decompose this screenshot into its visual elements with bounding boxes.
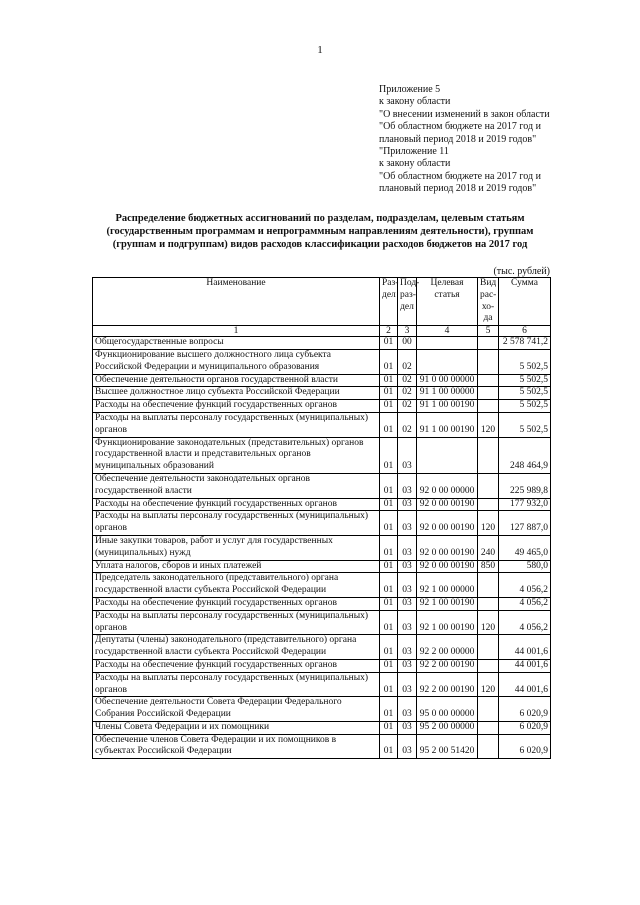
table-row	[93, 535, 551, 560]
cell-vid: 120	[478, 511, 499, 536]
cell-article: 95 2 00 00000	[417, 721, 478, 734]
table-row	[93, 511, 551, 536]
appendix-line: плановый период 2018 и 2019 годов"	[379, 133, 537, 145]
page-number: 1	[317, 44, 323, 56]
header-razdel-line: дел	[382, 289, 396, 300]
cell-vid	[478, 659, 499, 672]
header-name: Наименование	[93, 278, 380, 326]
cell-razdel: 01	[380, 437, 398, 473]
cell-podrazdel: 03	[398, 473, 417, 498]
header-podrazdel	[398, 278, 420, 326]
cell-vid	[478, 337, 499, 350]
title-line: Распределение бюджетных ассигнований по разделам, подразделам, целевым статьям	[115, 213, 525, 224]
header-podrazdel-line: раз-	[400, 289, 416, 300]
header-vid-line: Вид	[480, 278, 497, 288]
cell-razdel: 01	[380, 511, 398, 536]
appendix-line: "О внесении изменений в закон области	[379, 108, 550, 120]
table-row	[93, 437, 551, 473]
cell-article: 92 0 00 00190	[417, 560, 478, 573]
table-row	[93, 412, 551, 437]
table-row	[93, 560, 551, 573]
appendix-line: плановый период 2018 и 2019 годов"	[379, 183, 537, 195]
cell-name: Уплата налогов, сборов и иных платежей	[93, 560, 380, 573]
cell-vid	[478, 349, 499, 374]
table-row	[93, 734, 551, 759]
cell-sum: 248 464,9	[499, 437, 551, 473]
cell-article: 92 0 00 00190	[417, 511, 478, 536]
cell-podrazdel: 03	[398, 635, 417, 660]
cell-podrazdel: 00	[398, 337, 417, 350]
cell-podrazdel: 03	[398, 734, 417, 759]
cell-sum: 4 056,2	[499, 597, 551, 610]
title-line: (государственным программам и непрограммным направлениям деятельности), группам	[106, 226, 534, 237]
cell-sum: 44 001,6	[499, 635, 551, 660]
cell-sum: 127 887,0	[499, 511, 551, 536]
cell-vid: 240	[478, 535, 499, 560]
appendix-line: "Приложение 11	[379, 146, 449, 158]
cell-name: Обеспечение деятельности законодательных органов государственной власти	[93, 473, 380, 498]
header-vid	[478, 278, 499, 326]
cell-article: 95 0 00 00000	[417, 697, 478, 722]
header-article-line: статья	[434, 289, 460, 300]
cell-sum: 2 578 741,2	[499, 337, 551, 350]
column-number: 1	[93, 326, 380, 337]
cell-sum: 44 001,6	[499, 659, 551, 672]
cell-vid	[478, 400, 499, 413]
appendix-line: "Об областном бюджете на 2017 год и	[379, 170, 541, 182]
column-number: 4	[417, 326, 478, 337]
cell-razdel: 01	[380, 721, 398, 734]
column-numbers-row	[93, 326, 551, 337]
cell-vid	[478, 387, 499, 400]
cell-razdel: 01	[380, 697, 398, 722]
cell-sum: 44 001,6	[499, 672, 551, 697]
cell-name: Расходы на обеспечение функций государственных органов	[93, 597, 380, 610]
table-row	[93, 498, 551, 511]
cell-vid: 120	[478, 672, 499, 697]
cell-razdel: 01	[380, 597, 398, 610]
table-row	[93, 337, 551, 350]
table-row	[93, 387, 551, 400]
table-row	[93, 635, 551, 660]
cell-name: Функционирование высшего должностного лица субъекта Российской Федерации и муниципального образования	[93, 349, 380, 374]
cell-podrazdel: 03	[398, 535, 417, 560]
cell-name: Расходы на выплаты персоналу государственных (муниципальных) органов	[93, 610, 380, 635]
cell-name: Расходы на выплаты персоналу государственных (муниципальных) органов	[93, 511, 380, 536]
cell-podrazdel: 02	[398, 374, 417, 387]
cell-article	[417, 437, 478, 473]
table-row	[93, 721, 551, 734]
cell-article: 91 1 00 00190	[417, 412, 478, 437]
cell-podrazdel: 02	[398, 412, 417, 437]
cell-vid	[478, 597, 499, 610]
header-vid-line: да	[483, 313, 493, 324]
cell-article: 92 0 00 00190	[417, 535, 478, 560]
appendix-block	[379, 84, 629, 196]
cell-article: 91 0 00 00000	[417, 374, 478, 387]
cell-sum: 580,0	[499, 560, 551, 573]
cell-name: Расходы на обеспечение функций государственных органов	[93, 659, 380, 672]
cell-sum: 4 056,2	[499, 573, 551, 598]
cell-sum: 5 502,5	[499, 387, 551, 400]
cell-podrazdel: 03	[398, 560, 417, 573]
cell-name: Иные закупки товаров, работ и услуг для государственных (муниципальных) нужд	[93, 535, 380, 560]
appendix-line: "Об областном бюджете на 2017 год и	[379, 121, 541, 133]
header-podrazdel-line: Под-	[400, 278, 420, 288]
cell-vid	[478, 573, 499, 598]
table-row	[93, 400, 551, 413]
header-razdel-line: Раз-	[382, 278, 399, 288]
cell-razdel: 01	[380, 473, 398, 498]
cell-vid	[478, 697, 499, 722]
cell-podrazdel: 03	[398, 659, 417, 672]
cell-razdel: 01	[380, 573, 398, 598]
cell-razdel: 01	[380, 672, 398, 697]
cell-podrazdel: 02	[398, 400, 417, 413]
cell-podrazdel: 02	[398, 349, 417, 374]
cell-name: Обеспечение деятельности органов государственной власти	[93, 374, 380, 387]
cell-vid	[478, 635, 499, 660]
table-row	[93, 349, 551, 374]
cell-sum: 6 020,9	[499, 734, 551, 759]
header-vid-line: рас-	[480, 289, 497, 300]
cell-podrazdel: 03	[398, 721, 417, 734]
appendix-line: к закону области	[379, 96, 451, 108]
cell-article: 92 0 00 00190	[417, 498, 478, 511]
appendix-line: к закону области	[379, 158, 451, 170]
table-header	[93, 278, 551, 337]
cell-vid	[478, 721, 499, 734]
cell-sum: 4 056,2	[499, 610, 551, 635]
cell-article: 92 0 00 00000	[417, 473, 478, 498]
cell-name: Депутаты (члены) законодательного (представительного) органа государственной власти субъекта Российской Федерации	[93, 635, 380, 660]
cell-sum: 6 020,9	[499, 697, 551, 722]
cell-article	[417, 349, 478, 374]
cell-vid: 850	[478, 560, 499, 573]
cell-vid	[478, 437, 499, 473]
cell-podrazdel: 03	[398, 511, 417, 536]
cell-article: 91 1 00 00190	[417, 400, 478, 413]
cell-sum: 5 502,5	[499, 374, 551, 387]
table-row	[93, 374, 551, 387]
cell-name: Председатель законодательного (представительного) органа государственной власти субъекта Российской Федерации	[93, 573, 380, 598]
cell-podrazdel: 03	[398, 498, 417, 511]
header-article	[417, 278, 478, 326]
document-title	[90, 212, 550, 251]
cell-sum: 6 020,9	[499, 721, 551, 734]
table-row	[93, 473, 551, 498]
cell-razdel: 01	[380, 560, 398, 573]
cell-article: 92 2 00 00000	[417, 635, 478, 660]
cell-vid	[478, 734, 499, 759]
header-podrazdel-line: дел	[400, 301, 414, 312]
cell-article: 92 2 00 00190	[417, 672, 478, 697]
cell-razdel: 01	[380, 635, 398, 660]
cell-razdel: 01	[380, 337, 398, 350]
cell-vid	[478, 498, 499, 511]
cell-sum: 49 465,0	[499, 535, 551, 560]
cell-sum: 5 502,5	[499, 349, 551, 374]
cell-article: 92 1 00 00190	[417, 610, 478, 635]
cell-razdel: 01	[380, 400, 398, 413]
appendix-line: Приложение 5	[379, 84, 441, 95]
cell-podrazdel: 03	[398, 437, 417, 473]
units-label: (тыс. рублей)	[493, 266, 550, 277]
cell-podrazdel: 02	[398, 387, 417, 400]
table-row	[93, 610, 551, 635]
header-razdel	[380, 278, 398, 326]
cell-podrazdel: 03	[398, 672, 417, 697]
cell-razdel: 01	[380, 387, 398, 400]
cell-article: 92 1 00 00190	[417, 597, 478, 610]
cell-vid: 120	[478, 610, 499, 635]
table-row	[93, 573, 551, 598]
cell-sum: 177 932,0	[499, 498, 551, 511]
cell-vid: 120	[478, 412, 499, 437]
cell-podrazdel: 03	[398, 573, 417, 598]
column-number: 6	[499, 326, 551, 337]
cell-name: Функционирование законодательных (представительных) органов государственной власти и представительных органов муниципальных образований	[93, 437, 380, 473]
budget-table	[92, 277, 551, 759]
cell-name: Общегосударственные вопросы	[93, 337, 380, 350]
cell-name: Расходы на выплаты персоналу государственных (муниципальных) органов	[93, 672, 380, 697]
cell-razdel: 01	[380, 659, 398, 672]
title-line: (группам и подгруппам) видов расходов классификации расходов бюджетов на 2017 год	[112, 239, 528, 250]
cell-name: Расходы на обеспечение функций государственных органов	[93, 400, 380, 413]
cell-podrazdel: 03	[398, 597, 417, 610]
cell-name: Расходы на выплаты персоналу государственных (муниципальных) органов	[93, 412, 380, 437]
cell-sum: 225 989,8	[499, 473, 551, 498]
cell-name: Высшее должностное лицо субъекта Российской Федерации	[93, 387, 380, 400]
cell-vid	[478, 374, 499, 387]
table-body	[93, 337, 551, 759]
cell-name: Обеспечение деятельности Совета Федерации Федерального Собрания Российской Федерации	[93, 697, 380, 722]
cell-razdel: 01	[380, 349, 398, 374]
cell-vid	[478, 473, 499, 498]
cell-razdel: 01	[380, 412, 398, 437]
column-number: 2	[380, 326, 398, 337]
header-sum: Сумма	[499, 278, 551, 326]
table-row	[93, 659, 551, 672]
column-number: 5	[478, 326, 499, 337]
cell-article: 91 1 00 00000	[417, 387, 478, 400]
table-row	[93, 672, 551, 697]
cell-name: Обеспечение членов Совета Федерации и их помощников в субъектах Российской Федерации	[93, 734, 380, 759]
cell-article: 92 1 00 00000	[417, 573, 478, 598]
table-row	[93, 697, 551, 722]
header-article-line: Целевая	[430, 278, 464, 288]
cell-article: 92 2 00 00190	[417, 659, 478, 672]
cell-razdel: 01	[380, 374, 398, 387]
table-row	[93, 597, 551, 610]
cell-razdel: 01	[380, 734, 398, 759]
cell-razdel: 01	[380, 535, 398, 560]
cell-razdel: 01	[380, 610, 398, 635]
cell-sum: 5 502,5	[499, 400, 551, 413]
cell-article: 95 2 00 51420	[417, 734, 478, 759]
header-vid-line: хо-	[481, 301, 495, 312]
cell-razdel: 01	[380, 498, 398, 511]
cell-sum: 5 502,5	[499, 412, 551, 437]
column-number: 3	[398, 326, 417, 337]
cell-name: Расходы на обеспечение функций государственных органов	[93, 498, 380, 511]
cell-article	[417, 337, 478, 350]
cell-name: Члены Совета Федерации и их помощники	[93, 721, 380, 734]
cell-podrazdel: 03	[398, 610, 417, 635]
cell-podrazdel: 03	[398, 697, 417, 722]
